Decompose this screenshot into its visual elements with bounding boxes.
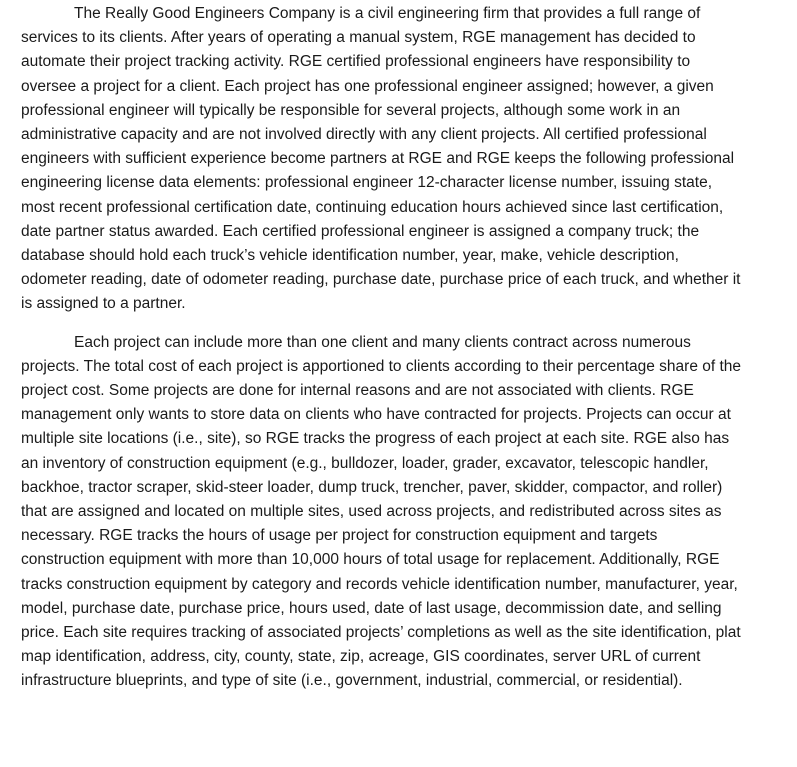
paragraph-projects-and-equipment: Each project can include more than one client and many clients contract across numerous projects. The total cost of each project is apportioned to clients according to their percentage share of the project cost. Some projects are done for internal reasons and are not associated with clients. RGE management only wants to store data on clients who have contracted for projects. Projects can occur at multiple site locations (i.e., site), so RGE tracks the progress of each project at each site. RGE also has an inventory of construction equipment (e.g., bulldozer, loader, grader, excavator, telescopic handler, backhoe, tractor scraper, skid-steer loader, dump truck, trencher, paver, skidder, compactor, and roller) that are assigned and located on multiple sites, used across projects, and redistributed across sites as necessary. RGE tracks the hours of usage per project for construction equipment and targets construction equipment with more than 10,000 hours of total usage for replacement. Additionally, RGE tracks construction equipment by category and records vehicle identification number, manufacturer, year, model, purchase date, purchase price, hours used, date of last usage, decommission date, and selling price. Each site requires tracking of associated projects’ completions as well as the site identification, plat map identification, address, city, county, state, zip, acreage, GIS coordinates, server URL of current infrastructure blueprints, and type of site (i.e., government, industrial, commercial, or residential). <box>21 333 742 690</box>
paragraph-company-overview: The Really Good Engineers Company is a civil engineering firm that provides a full range of services to its clients. After years of operating a manual system, RGE management has decided to automate their project tracking activity. RGE certified professional engineers have responsibility to oversee a project for a client. Each project has one professional engineer assigned; however, a given professional engineer will typically be responsible for several projects, although some work in an administrative capacity and are not involved directly with any client projects. All certified professional engineers with sufficient experience become partners at RGE and RGE keeps the following professional engineering license data elements: professional engineer 12-character license number, issuing state, most recent professional certification date, continuing education hours achieved since last certification, date partner status awarded. Each certified professional engineer is assigned a company truck; the database should hold each truck’s vehicle identification number, year, make, vehicle description, odometer reading, date of odometer reading, purchase date, purchase price of each truck, and whether it is assigned to a partner. <box>21 5 741 313</box>
